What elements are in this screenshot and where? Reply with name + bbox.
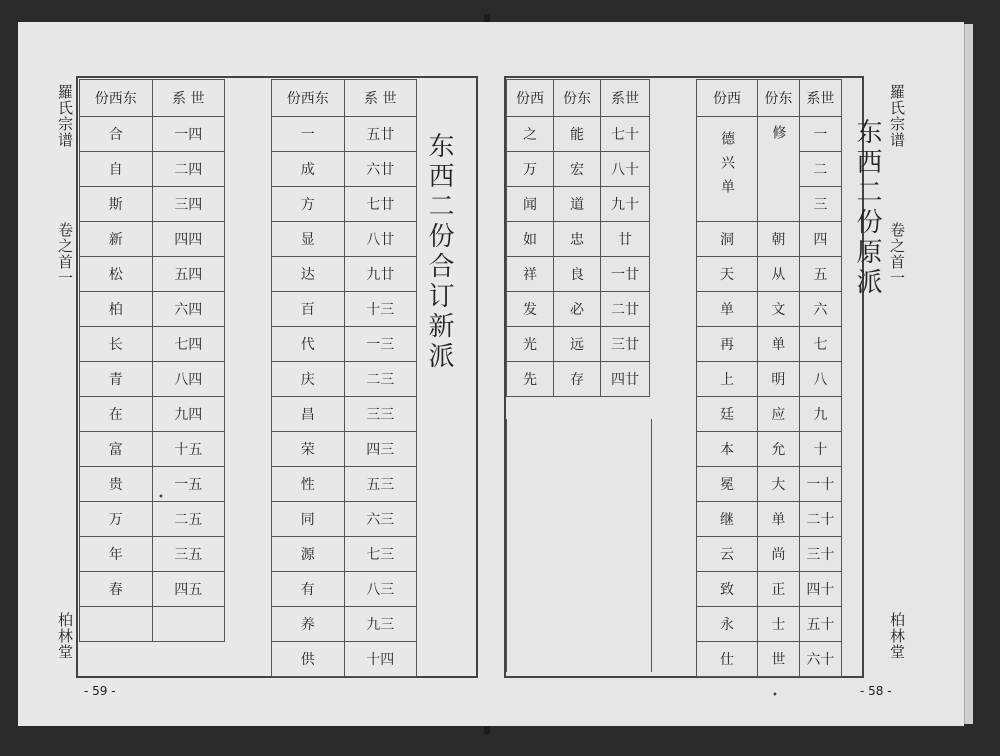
table-cell: 春 [80,572,153,607]
table-cell: 本 [697,432,758,467]
table-cell [152,607,225,642]
table-cell: 有 [272,572,345,607]
table-cell: 同 [272,502,345,537]
table-row [272,642,417,677]
table-cell: 廿 [601,222,650,257]
table-row [272,467,417,502]
table-cell: 一三 [344,327,417,362]
table-cell: 七廿 [344,187,417,222]
table-cell: 三十 [799,537,841,572]
table-cell: 良 [554,257,601,292]
table-header-row [272,80,417,117]
table-cell: 尚 [758,537,800,572]
column-header: 系世 [799,80,841,117]
ink-dot: • [158,492,164,503]
table-cell: 冕 [697,467,758,502]
table-cell: 忠 [554,222,601,257]
table-row [272,607,417,642]
table-cell: 一五 [152,467,225,502]
table-cell: 八四 [152,362,225,397]
table-cell: 四廿 [601,362,650,397]
table-row [272,397,417,432]
table-cell: 松 [80,257,153,292]
table-cell: 十四 [344,642,417,677]
table-row [80,432,225,467]
table-header-row [80,80,225,117]
table-row [697,327,842,362]
table-cell: 能 [554,117,601,152]
table-cell: 道 [554,187,601,222]
table-cell: 源 [272,537,345,572]
table-cell [80,607,153,642]
table-cell: 允 [758,432,800,467]
table-row [80,292,225,327]
table-cell: 在 [80,397,153,432]
table-cell: 性 [272,467,345,502]
table-cell: 三三 [344,397,417,432]
table-cell: 二廿 [601,292,650,327]
table-cell: 五十 [799,607,841,642]
table-cell: 一 [799,117,841,152]
table-cell: 单 [697,292,758,327]
column-header: 份东 [554,80,601,117]
table-cell: 昌 [272,397,345,432]
left-table-2 [271,79,417,677]
table-row [697,362,842,397]
table-cell: 九十 [601,187,650,222]
table-cell: 九廿 [344,257,417,292]
table-cell: 上 [697,362,758,397]
table-row [697,397,842,432]
table-cell: 二五 [152,502,225,537]
table-row [272,537,417,572]
table-cell: 富 [80,432,153,467]
table-row [697,222,842,257]
page-edge [964,24,973,724]
table-cell: 七十 [601,117,650,152]
table-cell: 年 [80,537,153,572]
table-cell: 七四 [152,327,225,362]
table-cell: 柏 [80,292,153,327]
left-heading: 东西二份合订新派 [424,132,454,372]
table-cell: 廷 [697,397,758,432]
table-cell: 远 [554,327,601,362]
table-cell: 一四 [152,117,225,152]
right-table-1 [506,79,650,397]
column-header: 系世 [601,80,650,117]
table-row [697,292,842,327]
table-row [80,537,225,572]
right-table-2 [696,79,842,677]
column-header: 份西东 [272,80,345,117]
table-cell: 荣 [272,432,345,467]
table-row [272,117,417,152]
table-cell: 单 [758,502,800,537]
table-cell: 再 [697,327,758,362]
table-cell: 方 [272,187,345,222]
table-cell: 八三 [344,572,417,607]
table-cell: 供 [272,642,345,677]
table-cell: 斯 [80,187,153,222]
table-cell: 二十 [799,502,841,537]
column-header: 份西 [697,80,758,117]
left-page [18,22,489,726]
table-cell: 发 [507,292,554,327]
table-cell: 士 [758,607,800,642]
table-cell: 养 [272,607,345,642]
table-cell: 二三 [344,362,417,397]
table-cell: 世 [758,642,800,677]
table-cell: 六廿 [344,152,417,187]
table-row [507,187,650,222]
table-cell: 六 [799,292,841,327]
column-header: 系 世 [344,80,417,117]
table-row [507,327,650,362]
table-row [80,502,225,537]
table-cell: 三四 [152,187,225,222]
table-cell: 九四 [152,397,225,432]
column-header: 系 世 [152,80,225,117]
table-row [80,257,225,292]
table-cell: 八廿 [344,222,417,257]
table-row [697,607,842,642]
table-row [80,362,225,397]
table-row [80,222,225,257]
table-row [272,572,417,607]
table-cell: 六三 [344,502,417,537]
merged-west-cell [697,117,758,222]
table-cell: 十五 [152,432,225,467]
table-cell: 合 [80,117,153,152]
table-row [80,607,225,642]
table-cell: 一十 [799,467,841,502]
merged-east-cell [758,117,800,222]
table-cell: 长 [80,327,153,362]
table-cell: 成 [272,152,345,187]
table-row [507,362,650,397]
ink-dot: • [772,690,778,701]
merged-east-text: 修 [770,125,787,149]
right-page [488,22,964,726]
table-cell: 大 [758,467,800,502]
table-cell: 五 [799,257,841,292]
table-row [80,187,225,222]
table-row [272,327,417,362]
table-cell: 四 [799,222,841,257]
table-cell: 光 [507,327,554,362]
table-cell: 八 [799,362,841,397]
left-page-number: - 59 - [84,684,116,698]
table-cell: 三五 [152,537,225,572]
table-row [272,502,417,537]
table-cell: 百 [272,292,345,327]
table-row [697,502,842,537]
table-cell: 四五 [152,572,225,607]
table-cell: 达 [272,257,345,292]
table-row [272,432,417,467]
table-cell: 二 [799,152,841,187]
table-cell: 青 [80,362,153,397]
table-cell: 十 [799,432,841,467]
table-row [507,152,650,187]
table-cell: 必 [554,292,601,327]
table-cell: 六四 [152,292,225,327]
table-cell: 十三 [344,292,417,327]
right-hall: 柏林堂 [888,612,906,660]
table-cell: 一 [272,117,345,152]
table-cell: 先 [507,362,554,397]
table-row [272,222,417,257]
table-row [80,397,225,432]
table-row [697,572,842,607]
table-cell: 一廿 [601,257,650,292]
table-row [272,187,417,222]
table-cell: 朝 [758,222,800,257]
table-cell: 六十 [799,642,841,677]
table-row [80,327,225,362]
table-cell: 闻 [507,187,554,222]
table-cell: 正 [758,572,800,607]
table-cell: 庆 [272,362,345,397]
table-cell: 洞 [697,222,758,257]
table-row [507,292,650,327]
table-row [80,117,225,152]
table-cell: 显 [272,222,345,257]
table-cell: 单 [758,327,800,362]
table-row [697,432,842,467]
table-row [272,362,417,397]
table-row [697,257,842,292]
table-cell: 七三 [344,537,417,572]
left-table-1 [79,79,225,642]
table-cell: 文 [758,292,800,327]
table-cell: 五三 [344,467,417,502]
table-cell: 永 [697,607,758,642]
table-header-row [507,80,650,117]
table-cell: 继 [697,502,758,537]
table-cell: 云 [697,537,758,572]
table-cell: 祥 [507,257,554,292]
table-header-row [697,80,842,117]
table-cell: 五廿 [344,117,417,152]
table-cell: 四三 [344,432,417,467]
table-cell: 二四 [152,152,225,187]
column-header: 份西 [507,80,554,117]
table-row [697,467,842,502]
table-cell: 仕 [697,642,758,677]
table-cell: 四四 [152,222,225,257]
table-row [272,257,417,292]
column-header: 份东 [758,80,800,117]
table-cell: 天 [697,257,758,292]
right-margin-title: 羅氏宗谱 [888,84,906,148]
right-page-number: - 58 - [860,684,892,698]
table-cell: 万 [80,502,153,537]
table-cell: 五四 [152,257,225,292]
table-cell: 七 [799,327,841,362]
table-row [507,222,650,257]
table-row [80,467,225,502]
left-volume: 卷之首一 [56,222,74,286]
table-cell: 自 [80,152,153,187]
table-row [697,537,842,572]
table-cell: 新 [80,222,153,257]
table-cell: 如 [507,222,554,257]
table-cell: 三廿 [601,327,650,362]
column-header: 份西东 [80,80,153,117]
left-hall: 柏林堂 [56,612,74,660]
table-cell: 从 [758,257,800,292]
table-cell: 代 [272,327,345,362]
table-cell: 九三 [344,607,417,642]
merged-west-text: 德兴单 [719,131,735,203]
table-cell: 万 [507,152,554,187]
table-cell: 存 [554,362,601,397]
table-row [507,117,650,152]
table-row [80,152,225,187]
table-cell: 贵 [80,467,153,502]
table-cell: 应 [758,397,800,432]
table-cell: 明 [758,362,800,397]
right-table-1-blank [506,419,652,672]
table-cell: 八十 [601,152,650,187]
table-row [697,117,842,152]
right-heading: 东西二份原派 [852,118,882,298]
table-cell: 宏 [554,152,601,187]
table-cell: 三 [799,187,841,222]
table-cell: 四十 [799,572,841,607]
table-row [80,572,225,607]
table-row [272,292,417,327]
table-cell: 致 [697,572,758,607]
table-row [272,152,417,187]
left-margin-title: 羅氏宗谱 [56,84,74,148]
table-row [697,642,842,677]
table-row [507,257,650,292]
table-cell: 之 [507,117,554,152]
right-volume: 卷之首一 [888,222,906,286]
table-cell: 九 [799,397,841,432]
